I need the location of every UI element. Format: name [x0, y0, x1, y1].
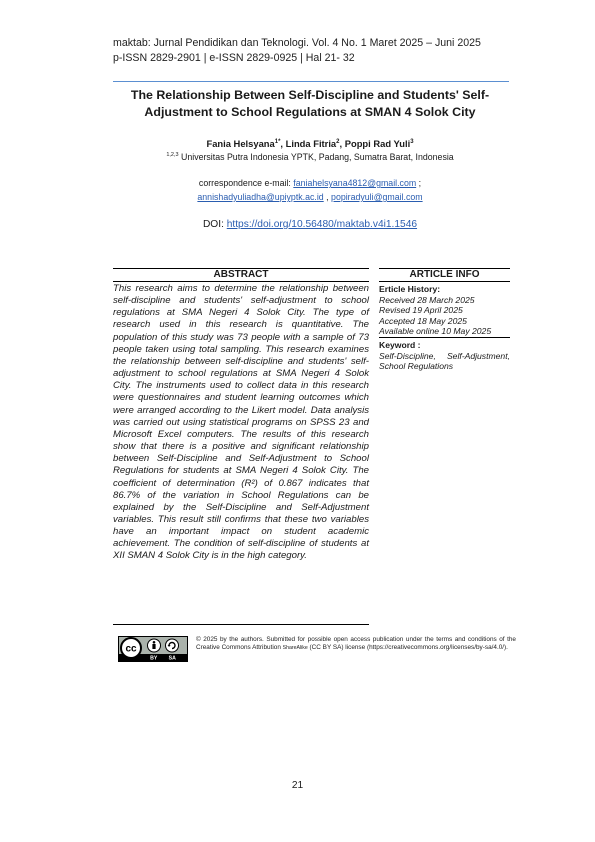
author-3-name: Poppi Rad Yuli — [344, 138, 411, 149]
author-1-mark: 1* — [274, 138, 281, 145]
abstract-body: This research aims to determine the relationship between self-discipline and students' self-adjustment to school regulations at SMA Negeri 4 Solok City. The type of research used in this research is quantitative. The population of this study was 73 people with a sample of 73 people taken using total sampling. This research examines the relationship between self-discipline and students' self-adjustment to school regulations at SMA Negeri 4 Solok City. The instruments used to collect data in this research were questionnaires and student learning outcomes which were arranged according to the Likert model. Data analysis was carried out using statistical programs on SPSS 23 and Microsoft Excel computers. The results of this research show that there is a positive and significant relationship between Self-Discipline and Self-Adjustment to School Regulations for students at SMA Negeri 4 Solok City. The coefficient of determination (R²) of 0.867 indicates that 86.7% of the variation in School Regulations can be explained by the Self-Discipline and Self-Adjustment variables. This result still confirms that these two variables have an important impact on student academic achievement. The condition of self-discipline of students at XII SMAN 4 Solok City is in the high category. — [113, 283, 369, 562]
history-revised: Revised 19 April 2025 — [379, 305, 463, 316]
email-link-2[interactable]: annishadyuliadha@upiyptk.ac.id — [197, 192, 324, 202]
creative-commons-icon — [119, 637, 187, 661]
email-link-3[interactable]: popiradyuli@gmail.com — [331, 192, 423, 202]
license-text-before: © 2025 by the authors. Submitted for possible open access publication under the terms and conditions of the Creative Commons Attribution — [196, 636, 516, 652]
header-rule — [113, 81, 509, 82]
doi-line — [100, 219, 520, 230]
keyword-label: Keyword : — [379, 339, 421, 350]
abstract-section — [113, 268, 369, 563]
badge-text: BY SA — [150, 655, 176, 661]
page-number: 21 — [291, 780, 304, 791]
history-accepted: Accepted 18 May 2025 — [379, 315, 467, 326]
title-line-2: Adjustment to School Regulations at SMAN 4 Solok City — [144, 104, 476, 119]
journal-header — [113, 36, 513, 66]
affiliation-marks: 1,2,3 — [166, 152, 179, 159]
history-available-online: Available online 10 May 2025 — [379, 326, 510, 338]
author-2-mark: 2 — [336, 138, 340, 145]
email-separator: ; — [416, 178, 422, 188]
history-received: Received 28 March 2025 — [379, 294, 475, 305]
affiliation — [100, 152, 520, 162]
author-separator: , — [280, 138, 286, 149]
keyword-list: Self-Discipline, Self-Adjustment, School Regulations — [379, 350, 510, 372]
abstract-heading: ABSTRACT — [113, 268, 369, 282]
cc-by-sa-badge — [118, 636, 188, 662]
email-link-1[interactable]: faniahelsyana4812@gmail.com — [293, 178, 417, 188]
email-separator: , — [323, 192, 332, 202]
article-title — [100, 87, 520, 120]
article-info-section — [379, 268, 510, 372]
doi-label: DOI: — [202, 219, 227, 230]
article-info-heading: ARTICLE INFO — [379, 268, 510, 282]
svg-text:cc: cc — [125, 643, 137, 655]
author-list — [100, 138, 520, 149]
license-text-after: (CC BY SA) license (https://creativecommons.org/licenses/by-sa/4.0/). — [307, 644, 508, 652]
author-3-mark: 3 — [410, 138, 414, 145]
journal-citation: maktab: Jurnal Pendidikan dan Teknologi. Vol. 4 No. 1 Maret 2025 – Juni 2025 — [113, 37, 481, 49]
title-line-1: The Relationship Between Self-Discipline and Students' Self- — [130, 88, 490, 102]
abstract-bottom-rule — [113, 624, 369, 625]
license-sharealike: ShareAlike — [282, 645, 308, 652]
author-2-name: Linda Fitria — [285, 138, 337, 149]
author-1-name: Fania Helsyana — [206, 138, 275, 149]
affiliation-text: Universitas Putra Indonesia YPTK, Padang, Sumatra Barat, Indonesia — [178, 152, 454, 162]
correspondence-line-1 — [100, 178, 520, 188]
correspondence-line-2 — [100, 192, 520, 202]
doi-link[interactable]: https://doi.org/10.56480/maktab.v4i1.1546 — [226, 219, 418, 230]
issn-line: p-ISSN 2829-2901 | e-ISSN 2829-0925 | Hal 21- 32 — [113, 52, 355, 64]
article-history-label: Erticle History: — [379, 284, 441, 294]
license-statement — [196, 636, 516, 653]
correspondence-label: correspondence e-mail: — [198, 178, 294, 188]
author-separator: , — [339, 138, 345, 149]
